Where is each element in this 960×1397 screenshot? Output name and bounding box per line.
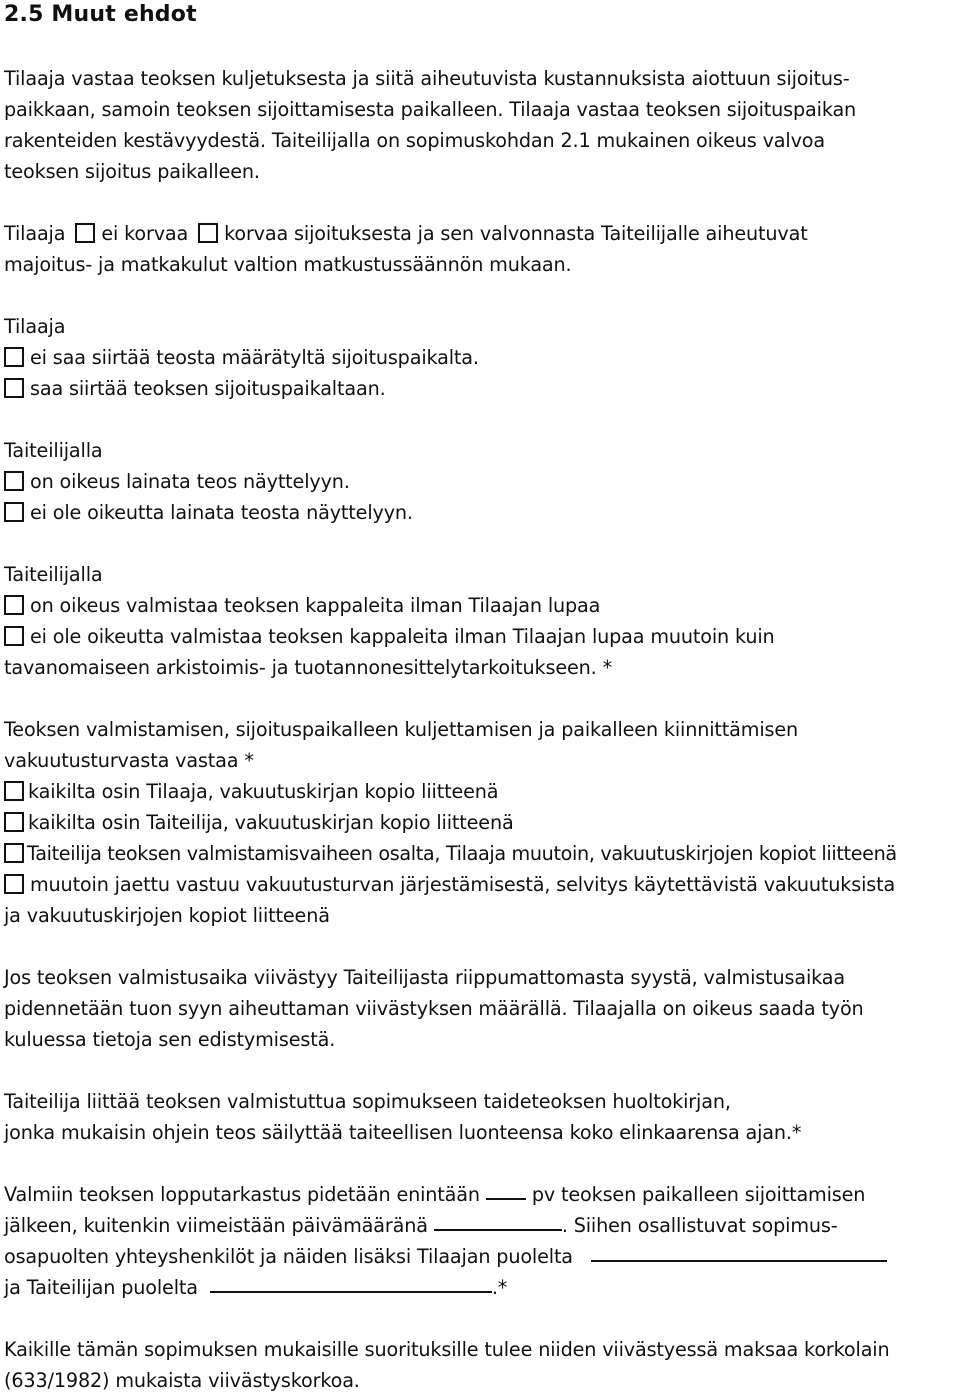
copies-option-no	[4, 621, 958, 652]
compensation-subject: Tilaaja	[4, 222, 66, 245]
inspection-text: . Siihen osallistuvat sopimus-	[561, 1214, 838, 1237]
artist-representative-input-line[interactable]	[210, 1290, 492, 1293]
section-title: 2.5 Muut ehdot	[4, 2, 197, 27]
option-label: ei saa siirtää teosta määrätyltä sijoituspaikalta.	[30, 346, 479, 369]
client-representative-input-line[interactable]	[591, 1259, 887, 1262]
inspection-text: osapuolten yhteyshenkilöt ja näiden lisäksi Tilaajan puolelta	[4, 1245, 573, 1268]
option-label: kaikilta osin Taiteilija, vakuutuskirjan kopio liitteenä	[28, 811, 514, 834]
checkbox-insurance-client[interactable]	[4, 781, 24, 801]
paragraph-transport-line: Tilaaja vastaa teoksen kuljetuksesta ja siitä aiheutuvista kustannuksista aiottuun sijoitus-	[4, 67, 850, 90]
interest-paragraph-line: (633/1982) mukaista viivästyskorkoa.	[4, 1369, 360, 1392]
relocation-subject: Tilaaja	[4, 315, 66, 338]
inspection-text: .*	[491, 1276, 508, 1299]
checkbox-may-not-copy[interactable]	[4, 626, 24, 646]
checkbox-compensation[interactable]	[198, 223, 218, 243]
option-label: kaikilta osin Tilaaja, vakuutuskirjan kopio liitteenä	[28, 780, 499, 803]
inspection-text: pv teoksen paikalleen sijoittamisen	[531, 1183, 866, 1206]
delay-paragraph-line: Jos teoksen valmistusaika viivästyy Taiteilijasta riippumattomasta syystä, valmistusaikaa	[4, 966, 845, 989]
paragraph-transport-line: rakenteiden kestävyydestä. Taiteilijalla on sopimuskohdan 2.1 mukainen oikeus valvoa	[4, 129, 825, 152]
checkbox-relocation[interactable]	[4, 378, 24, 398]
checkbox-no-compensation[interactable]	[75, 223, 95, 243]
inspection-line-2	[4, 1210, 958, 1241]
insurance-option-client	[4, 776, 958, 807]
option-label: Taiteilija teoksen valmistamisvaiheen osalta, Tilaaja muutoin, vakuutuskirjojen kopiot liitteenä	[27, 842, 897, 865]
inspection-line-1	[4, 1179, 958, 1210]
insurance-intro: Teoksen valmistamisen, sijoituspaikalleen kuljettamisen ja paikalleen kiinnittämisen	[4, 718, 799, 741]
spacer	[4, 931, 958, 962]
insurance-intro-2: vakuutusturvasta vastaa *	[4, 749, 254, 772]
spacer	[4, 1303, 958, 1334]
checkbox-may-lend[interactable]	[4, 471, 24, 491]
spacer	[4, 187, 958, 218]
option-label: on oikeus lainata teos näyttelyyn.	[30, 470, 350, 493]
checkbox-may-not-lend[interactable]	[4, 502, 24, 522]
maintenance-paragraph-line: jonka mukaisin ohjein teos säilyttää taiteellisen luonteensa koko elinkaarensa ajan.*	[4, 1121, 802, 1144]
inspection-text: Valmiin teoksen lopputarkastus pidetään enintään	[4, 1183, 480, 1206]
checkbox-insurance-shared[interactable]	[4, 874, 24, 894]
insurance-option-split-phase	[4, 838, 958, 869]
option-label: saa siirtää teoksen sijoituspaikaltaan.	[30, 377, 386, 400]
option-label: ei ole oikeutta valmistaa teoksen kappaleita ilman Tilaajan lupaa muutoin kuin	[30, 625, 775, 648]
date-input-line[interactable]	[434, 1228, 562, 1231]
option-label: muutoin jaettu vastuu vakuutusturvan järjestämisestä, selvitys käytettävistä vakuutuksista	[30, 873, 896, 896]
relocation-option-yes	[4, 373, 958, 404]
paragraph-transport-line: paikkaan, samoin teoksen sijoittamisesta paikalleen. Tilaaja vastaa teoksen sijoituspaikan	[4, 98, 857, 121]
spacer	[4, 280, 958, 311]
insurance-option-shared	[4, 869, 958, 900]
checkbox-insurance-phase[interactable]	[4, 843, 24, 863]
inspection-text: ja Taiteilijan puolelta	[4, 1276, 198, 1299]
option-no-compensation-label: ei korvaa	[101, 222, 189, 245]
spacer	[4, 1055, 958, 1086]
inspection-line-3	[4, 1241, 958, 1272]
option-compensation-label: korvaa sijoituksesta ja sen valvonnasta Taiteilijalle aiheutuvat	[224, 222, 808, 245]
spacer	[4, 683, 958, 714]
copies-subject: Taiteilijalla	[4, 563, 103, 586]
inspection-text: jälkeen, kuitenkin viimeistään päivämääränä	[4, 1214, 428, 1237]
insurance-option-artist	[4, 807, 958, 838]
days-input-line[interactable]	[486, 1197, 526, 1200]
copies-option-no-continued: tavanomaiseen arkistoimis- ja tuotannonesittelytarkoitukseen. *	[4, 656, 613, 679]
exhibition-subject: Taiteilijalla	[4, 439, 103, 462]
interest-paragraph-line: Kaikille tämän sopimuksen mukaisille suorituksille tulee niiden viivästyessä maksaa korkolain	[4, 1338, 890, 1361]
exhibition-option-yes	[4, 466, 958, 497]
delay-paragraph-line: kuluessa tietoja sen edistymisestä.	[4, 1028, 336, 1051]
insurance-option-shared-continued: ja vakuutuskirjojen kopiot liitteenä	[4, 904, 330, 927]
checkbox-may-copy[interactable]	[4, 595, 24, 615]
contract-section	[4, 0, 958, 1396]
spacer	[4, 404, 958, 435]
relocation-option-no	[4, 342, 958, 373]
compensation-line-2: majoitus- ja matkakulut valtion matkustussäännön mukaan.	[4, 253, 572, 276]
maintenance-paragraph-line: Taiteilija liittää teoksen valmistuttua sopimukseen taideteoksen huoltokirjan,	[4, 1090, 731, 1113]
exhibition-option-no	[4, 497, 958, 528]
paragraph-transport-line: teoksen sijoitus paikalleen.	[4, 160, 260, 183]
checkbox-no-relocation[interactable]	[4, 347, 24, 367]
spacer	[4, 30, 958, 63]
spacer	[4, 1148, 958, 1179]
inspection-line-4	[4, 1272, 958, 1303]
copies-option-yes	[4, 590, 958, 621]
delay-paragraph-line: pidennetään tuon syyn aiheuttaman viivästyksen määrällä. Tilaajalla on oikeus saada työn	[4, 997, 864, 1020]
compensation-choice-line	[4, 218, 958, 249]
spacer	[4, 528, 958, 559]
option-label: on oikeus valmistaa teoksen kappaleita ilman Tilaajan lupaa	[30, 594, 601, 617]
option-label: ei ole oikeutta lainata teosta näyttelyyn.	[30, 501, 413, 524]
checkbox-insurance-artist[interactable]	[4, 812, 24, 832]
